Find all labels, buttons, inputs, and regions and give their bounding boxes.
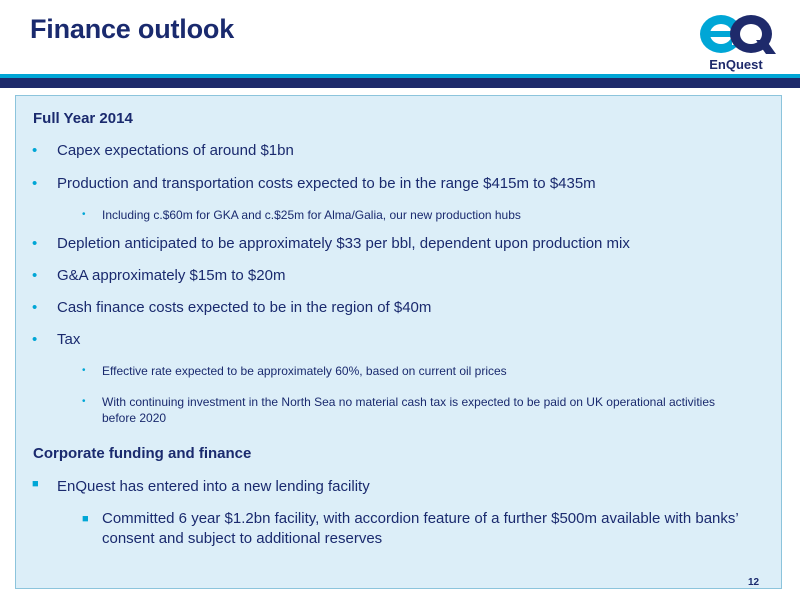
bullet-icon: •: [32, 142, 38, 159]
bullet-icon: •: [82, 396, 86, 407]
bullet-icon: •: [32, 235, 38, 252]
list-item-text: Tax: [57, 331, 81, 348]
list-item-text: Depletion anticipated to be approximately $33 per bbl, dependent upon production mix: [57, 235, 630, 252]
content-panel: [15, 95, 782, 589]
bullet-icon: •: [32, 175, 38, 192]
square-bullet-icon: ■: [82, 513, 89, 525]
list-item-text: Cash finance costs expected to be in the region of $40m: [57, 299, 432, 316]
logo-wordmark: EnQuest: [709, 57, 763, 72]
list-item-text: With continuing investment in the North Sea no material cash tax is expected to be paid on UK operational activities before 2020: [102, 395, 716, 425]
list-item-text: Including c.$60m for GKA and c.$25m for Alma/Galia, our new production hubs: [102, 208, 521, 222]
list-item-text: Capex expectations of around $1bn: [57, 142, 294, 159]
section-heading-full-year: Full Year 2014: [33, 110, 133, 127]
enquest-logo: [694, 12, 780, 74]
bullet-icon: •: [82, 365, 86, 376]
bullet-icon: •: [32, 299, 38, 316]
bullet-icon: •: [32, 331, 38, 348]
header-band-dark: [0, 78, 800, 88]
list-item-text: G&A approximately $15m to $20m: [57, 267, 286, 284]
list-item-text: EnQuest has entered into a new lending facility: [57, 478, 370, 495]
bullet-icon: •: [32, 267, 38, 284]
bullet-icon: •: [82, 209, 86, 220]
list-item-text: Effective rate expected to be approximately 60%, based on current oil prices: [102, 364, 507, 378]
square-bullet-icon: ■: [32, 478, 39, 490]
page-number: 12: [748, 577, 760, 588]
slide-title: Finance outlook: [30, 14, 235, 44]
list-item-text: Production and transportation costs expected to be in the range $415m to $435m: [57, 175, 596, 192]
section-heading-corporate-funding: Corporate funding and finance: [33, 445, 252, 462]
list-item-text: Committed 6 year $1.2bn facility, with accordion feature of a further $500m available with banks’ consent and subject to additional reserves: [102, 510, 739, 547]
